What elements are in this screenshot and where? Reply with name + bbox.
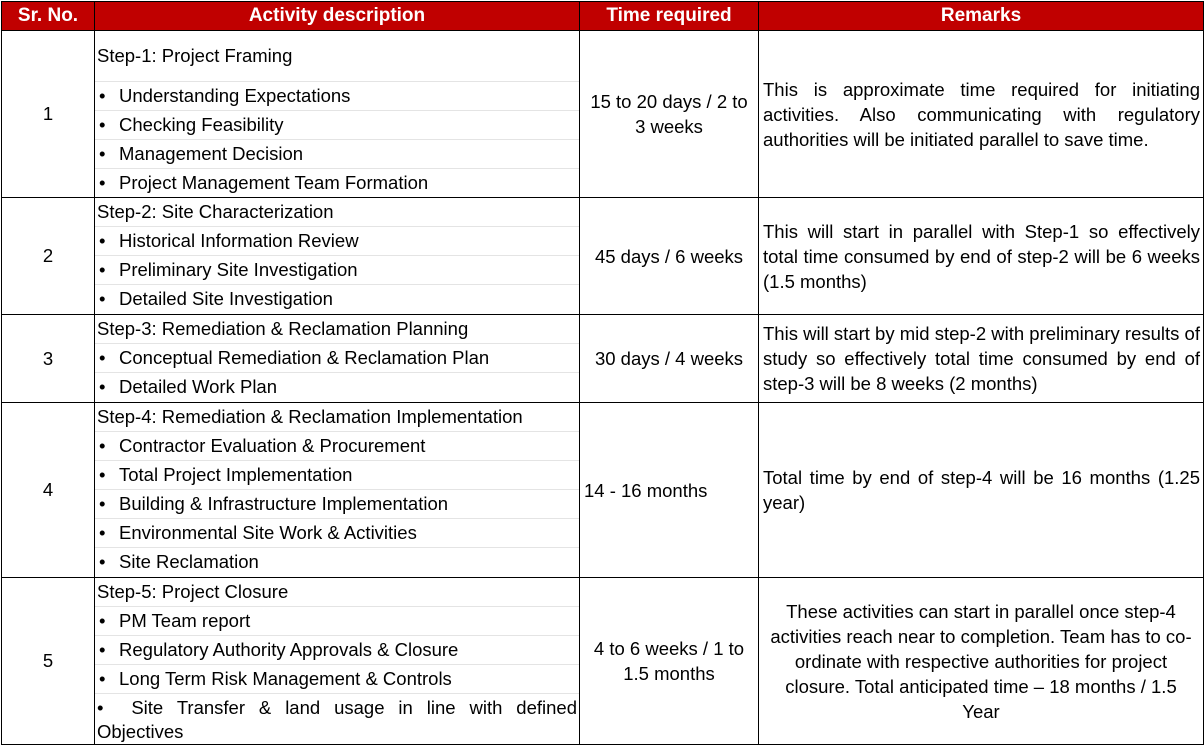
time-required: 45 days / 6 weeks bbox=[580, 198, 759, 315]
activity-cell bbox=[95, 198, 580, 315]
list-item bbox=[95, 694, 579, 744]
activity-cell bbox=[95, 31, 580, 198]
step-title: Step-4: Remediation & Reclamation Implementation bbox=[95, 403, 579, 432]
list-item: • Management Decision bbox=[95, 140, 579, 169]
header-sr-no: Sr. No. bbox=[2, 2, 95, 31]
activity-cell bbox=[95, 578, 580, 745]
list-item: • Project Management Team Formation bbox=[95, 169, 579, 197]
header-time: Time required bbox=[580, 2, 759, 31]
activity-cell bbox=[95, 315, 580, 403]
time-required: 15 to 20 days / 2 to 3 weeks bbox=[580, 31, 759, 198]
list-item: • Regulatory Authority Approvals & Closure bbox=[95, 636, 579, 665]
step-title: Step-2: Site Characterization bbox=[95, 198, 579, 227]
list-item: • Preliminary Site Investigation bbox=[95, 256, 579, 285]
remarks: This will start by mid step-2 with preliminary results of study so effectively total time consumed by end of step-3 will be 8 weeks (2 months) bbox=[759, 315, 1204, 403]
row-number: 5 bbox=[2, 578, 95, 745]
table-row bbox=[2, 315, 1204, 403]
remarks: Total time by end of step-4 will be 16 months (1.25 year) bbox=[759, 403, 1204, 578]
bullet-wrapped-text: • Site Transfer & land usage in line with defined Objectives bbox=[97, 697, 577, 742]
row-number: 2 bbox=[2, 198, 95, 315]
list-item: • Environmental Site Work & Activities bbox=[95, 519, 579, 548]
list-item: • Contractor Evaluation & Procurement bbox=[95, 432, 579, 461]
table-row bbox=[2, 403, 1204, 578]
list-item: • Understanding Expectations bbox=[95, 82, 579, 111]
list-item: • Detailed Site Investigation bbox=[95, 285, 579, 313]
time-required: 14 - 16 months bbox=[580, 403, 759, 578]
remarks: These activities can start in parallel once step-4 activities reach near to completion. Team has to co-ordinate with respective authorities for project closure. Total anticipated time – 18 months / 1.5 Year bbox=[759, 578, 1204, 745]
row-number: 4 bbox=[2, 403, 95, 578]
list-item: • Site Reclamation bbox=[95, 548, 579, 576]
remarks: This will start in parallel with Step-1 so effectively total time consumed by end of step-2 will be 6 weeks (1.5 months) bbox=[759, 198, 1204, 315]
list-item: • Total Project Implementation bbox=[95, 461, 579, 490]
list-item: • Detailed Work Plan bbox=[95, 373, 579, 401]
table-row bbox=[2, 578, 1204, 745]
table-row bbox=[2, 31, 1204, 198]
activity-cell bbox=[95, 403, 580, 578]
step-title: Step-3: Remediation & Reclamation Planning bbox=[95, 315, 579, 344]
remarks: This is approximate time required for initiating activities. Also communicating with regulatory authorities will be initiated parallel to save time. bbox=[759, 31, 1204, 198]
list-item: • Building & Infrastructure Implementation bbox=[95, 490, 579, 519]
activity-table bbox=[1, 1, 1204, 745]
step-title: Step-1: Project Framing bbox=[95, 31, 579, 82]
header-remarks: Remarks bbox=[759, 2, 1204, 31]
time-required: 30 days / 4 weeks bbox=[580, 315, 759, 403]
list-item: • Conceptual Remediation & Reclamation Plan bbox=[95, 344, 579, 373]
table-row bbox=[2, 198, 1204, 315]
row-number: 1 bbox=[2, 31, 95, 198]
header-row bbox=[2, 2, 1204, 31]
list-item: • Checking Feasibility bbox=[95, 111, 579, 140]
row-number: 3 bbox=[2, 315, 95, 403]
list-item: • Long Term Risk Management & Controls bbox=[95, 665, 579, 694]
header-activity: Activity description bbox=[95, 2, 580, 31]
step-title: Step-5: Project Closure bbox=[95, 578, 579, 607]
time-required: 4 to 6 weeks / 1 to 1.5 months bbox=[580, 578, 759, 745]
list-item: • PM Team report bbox=[95, 607, 579, 636]
list-item: • Historical Information Review bbox=[95, 227, 579, 256]
